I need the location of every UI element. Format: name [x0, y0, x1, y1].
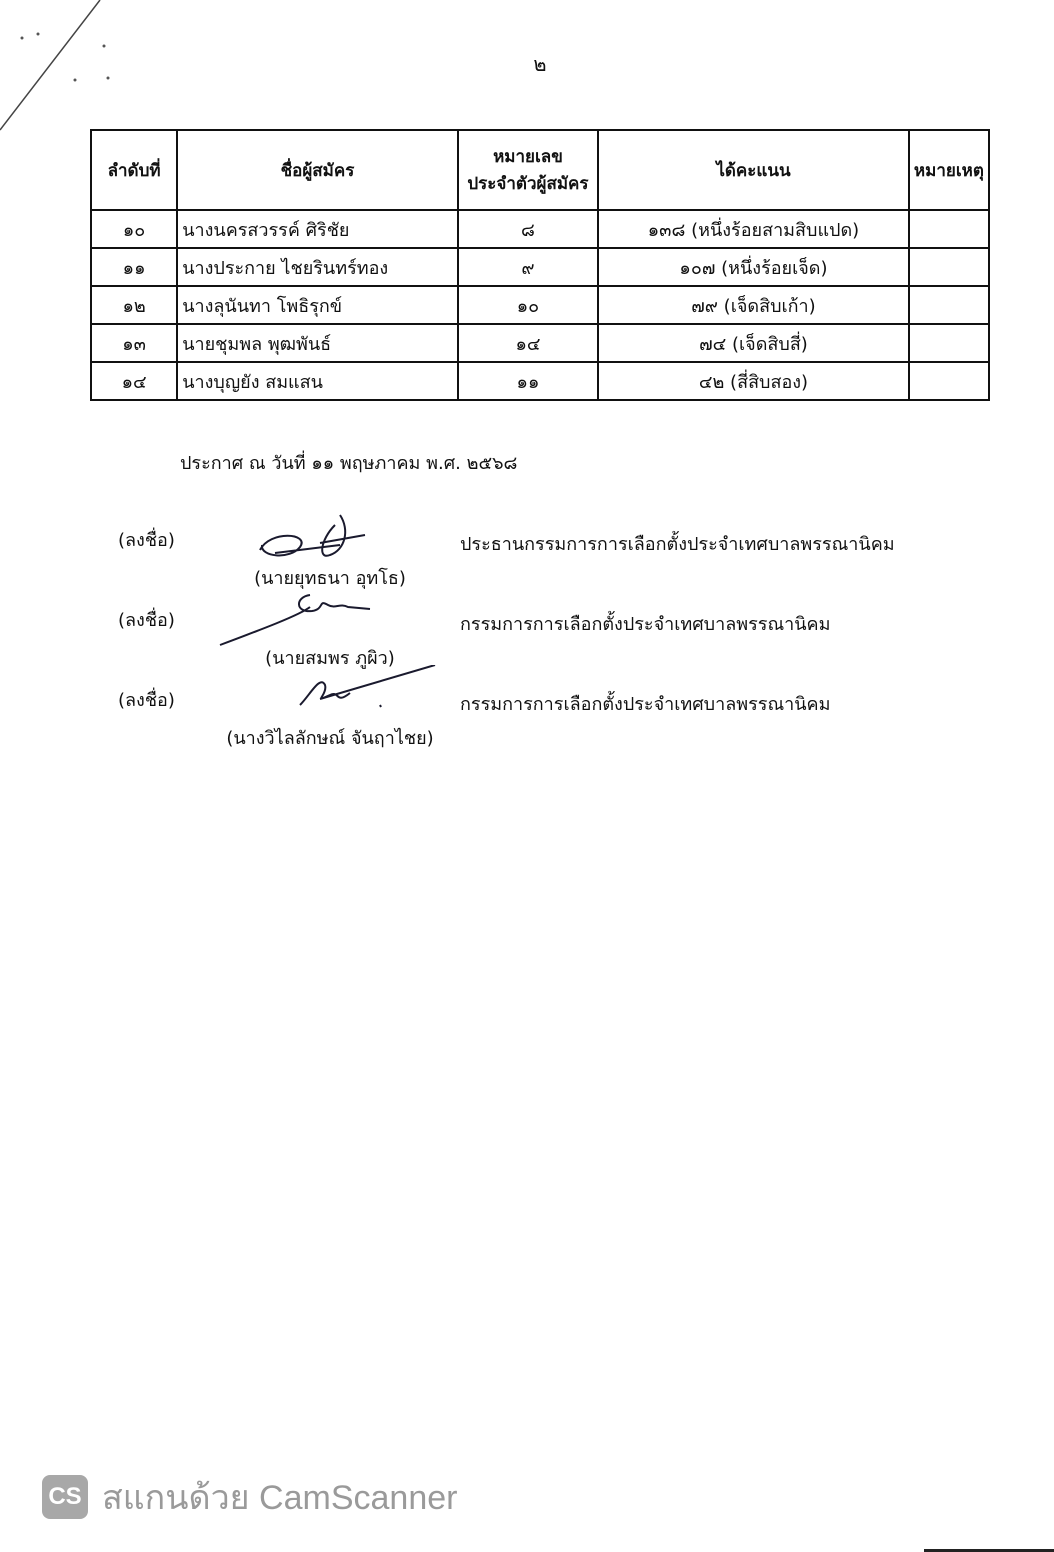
- signature-block-member-2: [0, 685, 1054, 765]
- header-id-line1: หมายเลข: [493, 147, 563, 167]
- camscanner-watermark: [42, 1470, 457, 1524]
- table-row: [91, 286, 989, 324]
- cell-seq: ๑๐: [91, 210, 177, 248]
- header-score: ได้คะแนน: [598, 130, 909, 210]
- cell-seq: ๑๔: [91, 362, 177, 400]
- signed-label: (ลงชื่อ): [118, 530, 175, 551]
- cell-note: [909, 324, 989, 362]
- cell-note: [909, 362, 989, 400]
- cell-id: ๑๑: [458, 362, 598, 400]
- table-row: [91, 210, 989, 248]
- cell-name: นางประกาย ไชยรินทร์ทอง: [177, 248, 458, 286]
- cell-seq: ๑๒: [91, 286, 177, 324]
- cell-name: นางบุญยัง สมแสน: [177, 362, 458, 400]
- signed-label: (ลงชื่อ): [118, 610, 175, 631]
- signed-label: (ลงชื่อ): [118, 690, 175, 711]
- cell-score: ๑๐๗ (หนึ่งร้อยเจ็ด): [598, 248, 909, 286]
- cell-note: [909, 210, 989, 248]
- cell-name: นายชุมพล พุฒพันธ์: [177, 324, 458, 362]
- signatory-position: กรรมการการเลือกตั้งประจำเทศบาลพรรณานิคม: [460, 694, 831, 715]
- signature-block-member-1: [0, 605, 1054, 685]
- signatory-name: (นายสมพร ภูผิว): [265, 648, 395, 669]
- header-name: ชื่อผู้สมัคร: [177, 130, 458, 210]
- header-seq: ลำดับที่: [91, 130, 177, 210]
- header-id-line2: ประจำตัวผู้สมัคร: [467, 174, 589, 194]
- camscanner-logo-icon: CS: [42, 1475, 88, 1519]
- signatory-position: ประธานกรรมการการเลือกตั้งประจำเทศบาลพรรณานิคม: [460, 534, 895, 555]
- signatory-position: กรรมการการเลือกตั้งประจำเทศบาลพรรณานิคม: [460, 614, 831, 635]
- cell-id: ๑๔: [458, 324, 598, 362]
- table-header-row: [91, 130, 989, 210]
- signatory-name: (นายยุทธนา อุทโธ): [254, 568, 406, 589]
- cell-seq: ๑๓: [91, 324, 177, 362]
- cell-id: ๑๐: [458, 286, 598, 324]
- table-row: [91, 324, 989, 362]
- cell-name: นางนครสวรรค์ ศิริชัย: [177, 210, 458, 248]
- cell-seq: ๑๑: [91, 248, 177, 286]
- results-table: [90, 129, 990, 401]
- watermark-text: สแกนด้วย CamScanner: [102, 1479, 458, 1517]
- cell-id: ๘: [458, 210, 598, 248]
- cell-score: ๗๔ (เจ็ดสิบสี่): [598, 324, 909, 362]
- cell-note: [909, 286, 989, 324]
- cell-name: นางลุนันทา โพธิรุกข์: [177, 286, 458, 324]
- cell-id: ๙: [458, 248, 598, 286]
- table-row: [91, 362, 989, 400]
- cell-score: ๑๓๘ (หนึ่งร้อยสามสิบแปด): [598, 210, 909, 248]
- page-number: ๒: [533, 52, 547, 76]
- signature-block-chairman: [0, 525, 1054, 605]
- cell-note: [909, 248, 989, 286]
- table-row: [91, 248, 989, 286]
- header-note: หมายเหตุ: [909, 130, 989, 210]
- cell-score: ๔๒ (สี่สิบสอง): [598, 362, 909, 400]
- signatory-name: (นางวิไลลักษณ์ จันฤาไชย): [226, 728, 434, 749]
- cell-score: ๗๙ (เจ็ดสิบเก้า): [598, 286, 909, 324]
- announcement-date: ประกาศ ณ วันที่ ๑๑ พฤษภาคม พ.ศ. ๒๕๖๘: [180, 453, 518, 474]
- header-id: [458, 130, 598, 210]
